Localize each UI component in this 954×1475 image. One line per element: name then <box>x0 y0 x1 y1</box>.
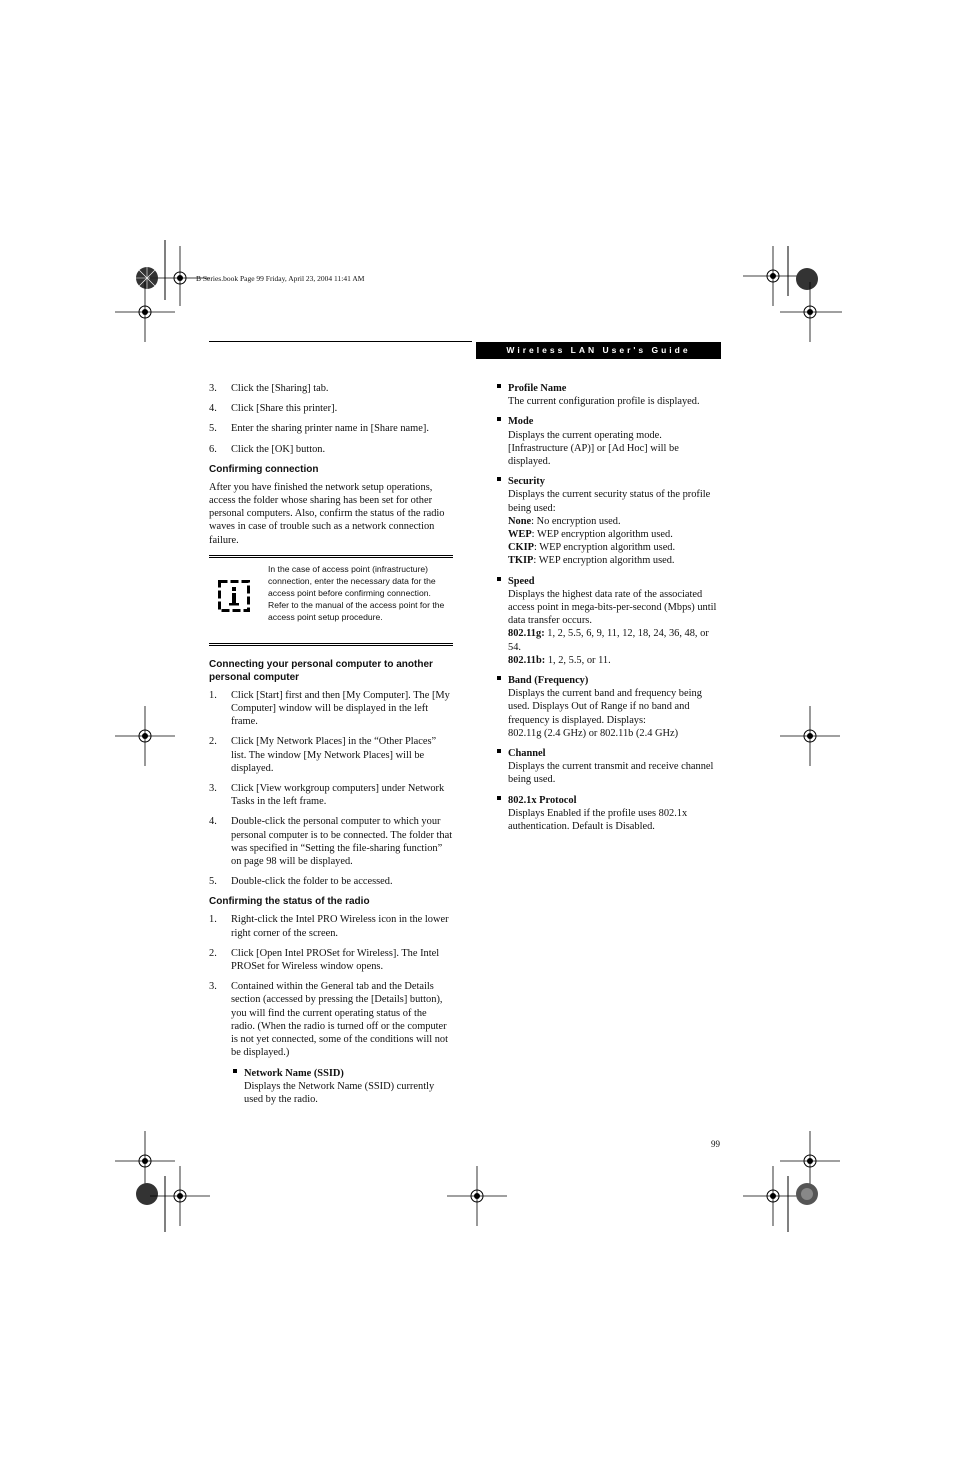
color-target-icon <box>795 1182 819 1206</box>
right-column <box>495 382 723 840</box>
bullet-item: Band (Frequency) Displays the current band and frequency being used. Displays Out of Range if no band and frequency is displayed. Displays: 802.11g (2.4 GHz) or 802.11b (2.4 GHz) <box>495 674 723 740</box>
list-item: 4. Double-click the personal computer to which your personal computer is to be connected. The folder that was specified in “Setting the file-sharing function” on page 98 will be displayed. <box>209 816 453 868</box>
bullet-icon <box>233 1069 237 1073</box>
bullet-item: 802.1x Protocol Displays Enabled if the profile uses 802.1x authentication. Default is Disabled. <box>495 794 723 834</box>
registration-mark-icon <box>780 706 840 766</box>
bullet-icon <box>497 796 501 800</box>
list-item: 3. Contained within the General tab and the Details section (accessed by pressing the [Details] button), you will find the current operating status of the radio. (When the radio is turned off or the computer is not yet connected, some of the conditions will not be displayed.) <box>209 981 449 1059</box>
bullet-icon <box>497 477 501 481</box>
list-item: 3. Click the [Sharing] tab. <box>209 383 329 394</box>
paragraph: After you have finished the network setup operations, access the folder whose sharing has been set for other personal computers. Also, confirm the status of the radio waves in case of trouble such as a network connection failure. <box>209 481 445 546</box>
list-item: 6. Click the [OK] button. <box>209 443 326 455</box>
registration-mark-icon <box>447 1166 507 1226</box>
list-item: 3. Click [View workgroup computers] under Network Tasks in the left frame. <box>209 783 445 808</box>
bullet-item: Security Displays the current security status of the profile being used: None: No encryption used. WEP: WEP encryption algorithm used. CKIP: WEP encryption algorithm used. TKIP: WEP encryption algorithm used. <box>495 475 723 567</box>
list-item: 2. Click [Open Intel PROSet for Wireless]. The Intel PROSet for Wireless window opens. <box>209 947 440 973</box>
registration-mark-icon <box>743 1166 803 1232</box>
print-slug: B Series.book Page 99 Friday, April 23, 2004 11:41 AM <box>196 274 365 283</box>
header-rule <box>209 341 472 342</box>
running-header-banner: Wireless LAN User's Guide <box>476 342 721 359</box>
note-text: In the case of access point (infrastructure) connection, enter the necessary data for the access point before confirming connection. Refer to the manual of the access point for the access point setup procedure. <box>268 563 445 623</box>
list-item: 5. Enter the sharing printer name in [Share name]. <box>209 423 429 435</box>
section-heading: Connecting your personal computer to another personal computer <box>209 658 433 683</box>
bullet-item: Network Name (SSID) Displays the Network Name (SSID) currently used by the radio. <box>231 1067 453 1107</box>
bullet-item: Speed Displays the highest data rate of the associated access point in mega-bits-per-second (Mbps) until data transfer occurs. 802.11g: 1, 2, 5.5, 6, 9, 11, 12, 18, 24, 36, 48, or 54. 802.11b: 1, 2, 5.5, or 11. <box>495 575 723 667</box>
page-number: 99 <box>711 1139 720 1149</box>
section-heading: Confirming connection <box>209 463 319 475</box>
bullet-item: Channel Displays the current transmit and receive channel being used. <box>495 747 723 787</box>
info-icon <box>218 580 250 612</box>
list-item: 5. Double-click the folder to be accessed. <box>209 876 393 888</box>
info-note <box>209 555 453 646</box>
list-item: 1. Right-click the Intel PRO Wireless icon in the lower right corner of the screen. <box>209 914 449 939</box>
bullet-item: Profile Name The current configuration profile is displayed. <box>495 382 723 408</box>
registration-mark-icon <box>115 282 175 342</box>
list-item: 2. Click [My Network Places] in the “Other Places” list. The window [My Network Places] will be displayed. <box>209 736 437 774</box>
list-item: 4. Click [Share this printer]. <box>209 403 338 415</box>
left-column <box>209 382 453 1113</box>
bullet-icon <box>497 577 501 581</box>
bullet-icon <box>497 676 501 680</box>
section-heading: Confirming the status of the radio <box>209 896 370 908</box>
bullet-icon <box>497 384 501 388</box>
list-item: 1. Click [Start] first and then [My Computer]. The [My Computer] window will be displayed in the left frame. <box>209 689 450 728</box>
registration-mark-icon <box>780 282 842 342</box>
bullet-item: Mode Displays the current operating mode. [Infrastructure (AP)] or [Ad Hoc] will be displayed. <box>495 415 723 468</box>
bullet-icon <box>497 749 501 753</box>
registration-mark-icon <box>150 1166 210 1232</box>
registration-mark-icon <box>115 706 175 766</box>
bullet-icon <box>497 417 501 421</box>
